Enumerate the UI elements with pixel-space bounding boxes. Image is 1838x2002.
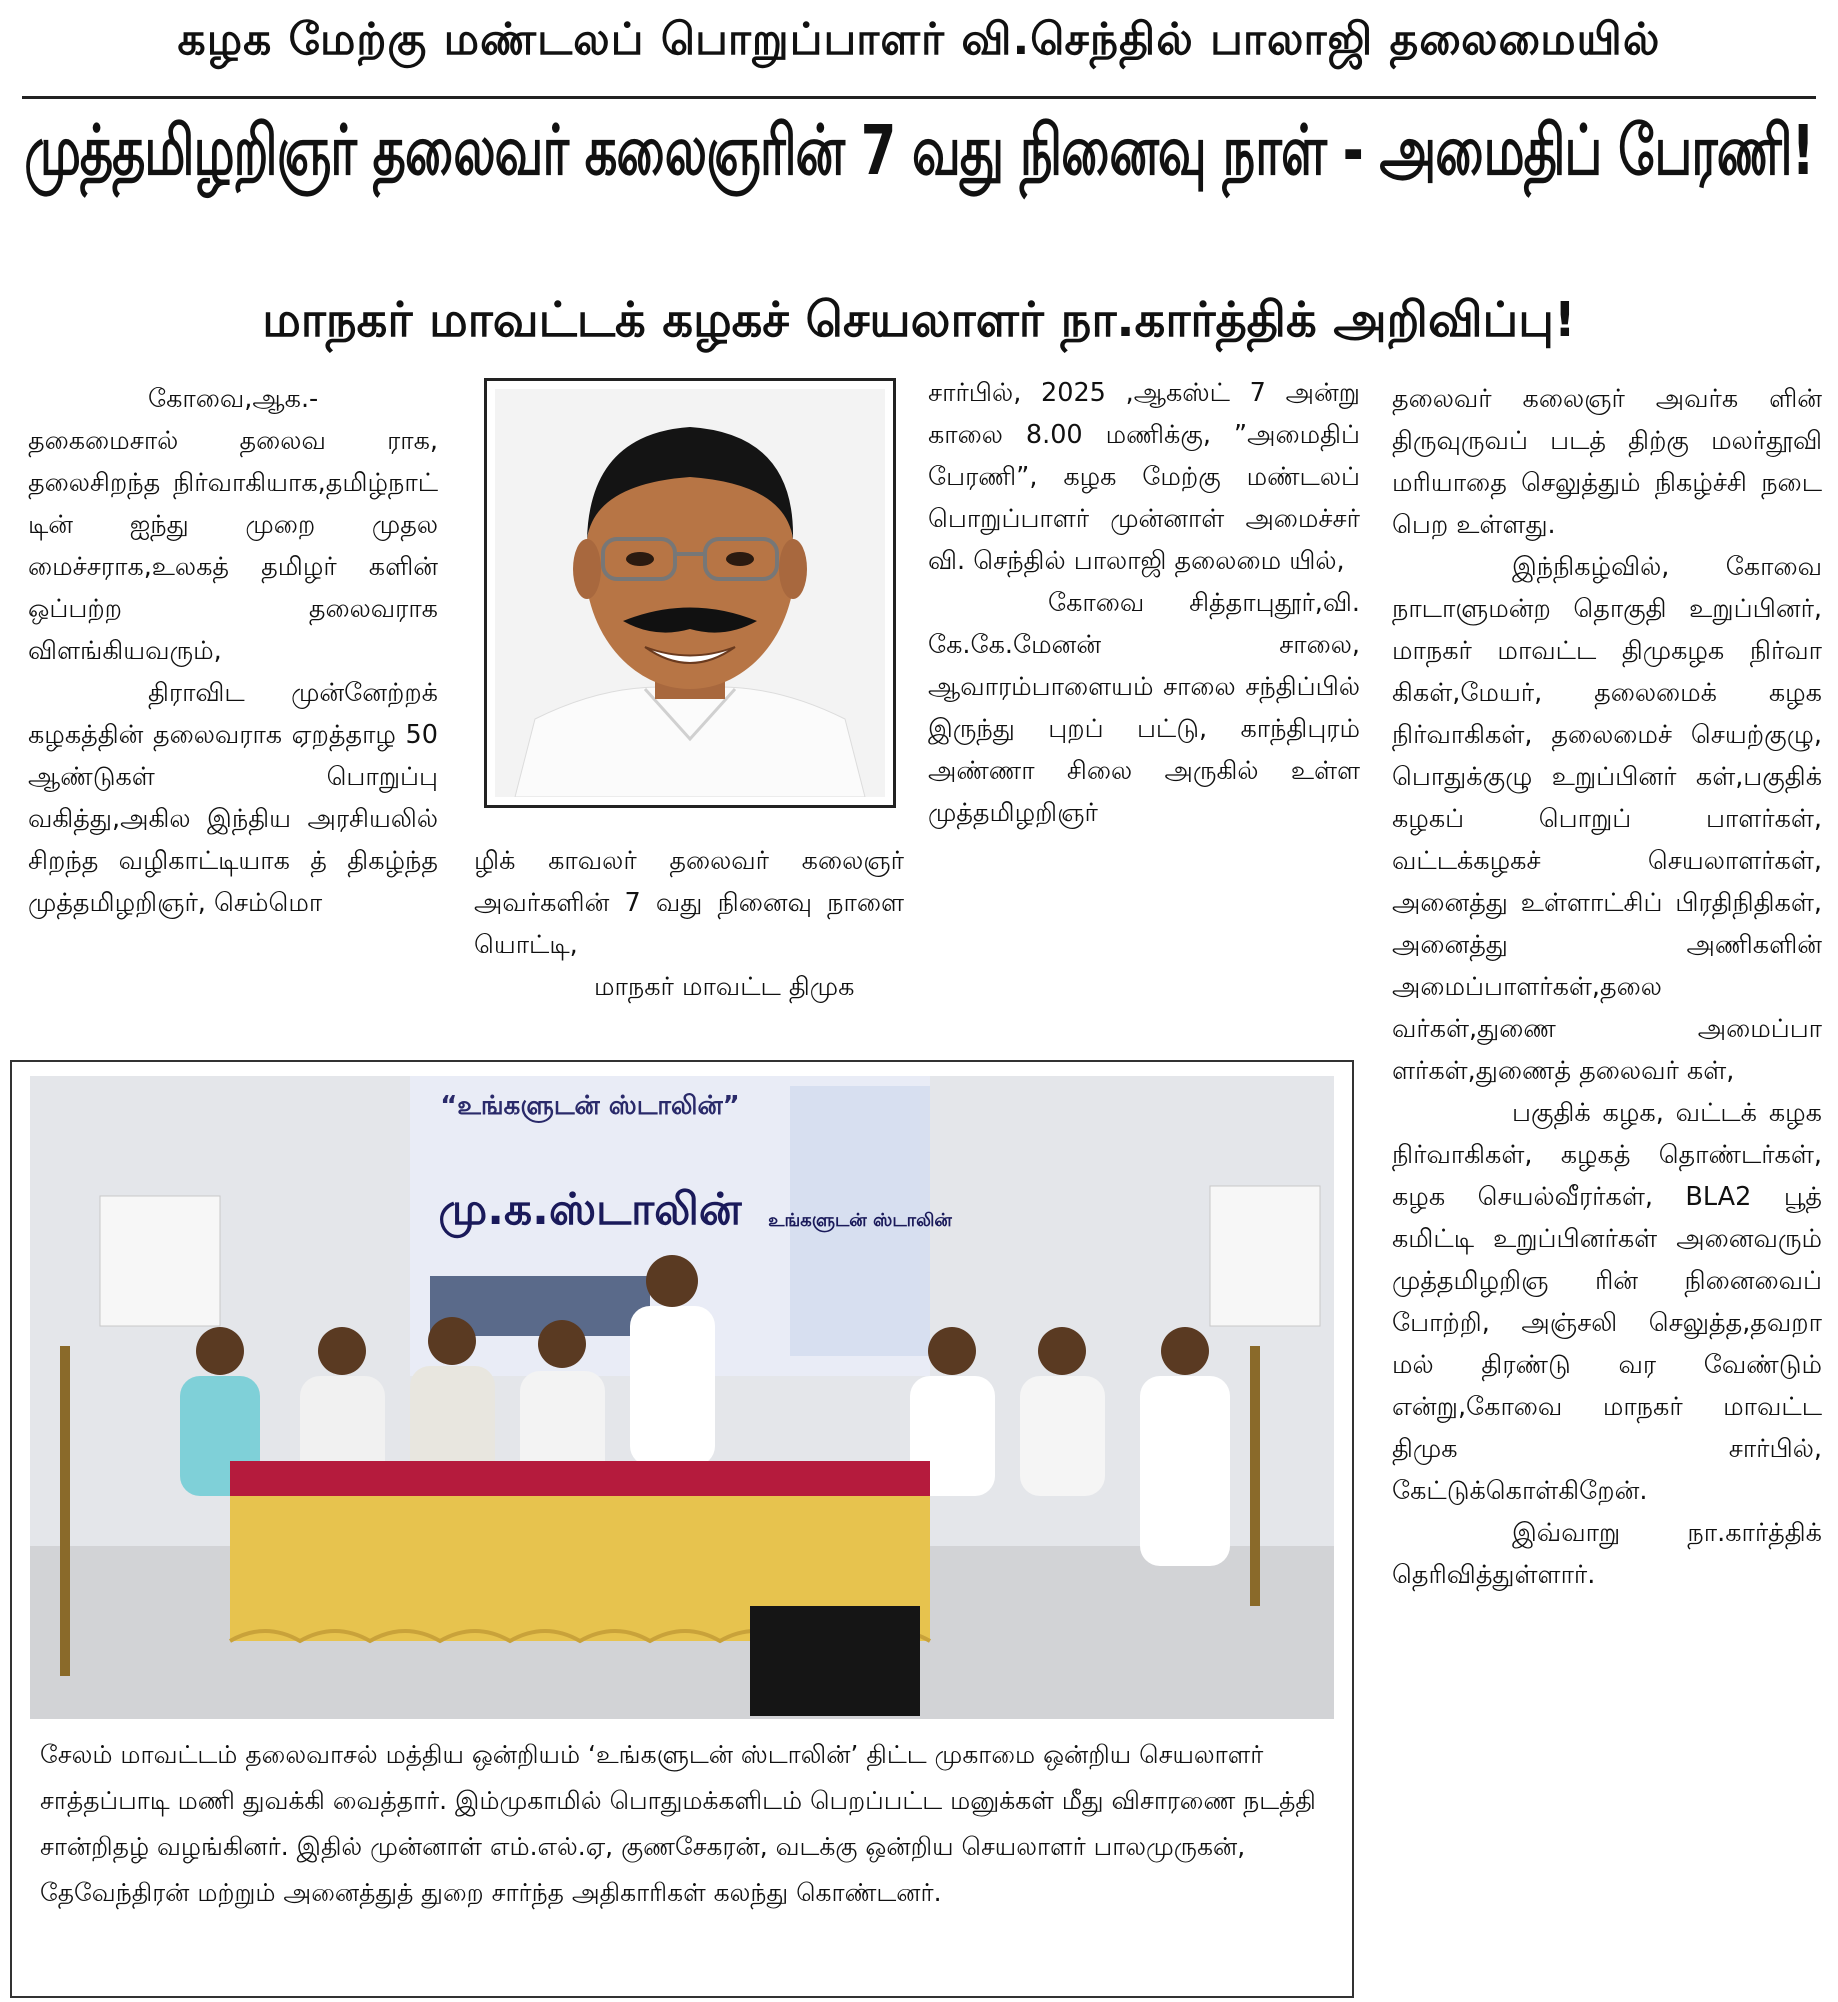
article-column-1 — [28, 378, 438, 924]
paragraph: பகுதிக் கழக, வட்டக் கழக நிர்வாகிகள், கழகத் தொண்டர்கள், கழக செயல்வீரர்கள், BLA2 பூத் கமிட்டி உறுப்பினர்கள் அனைவரும் முத்தமிழறிஞ ரின் நினைவைப் போற்றி, அஞ்சலி செலுத்த,தவறா மல் திரண்டு வர வேண்டும் என்று,கோவை மாநகர் மாவட்ட திமுக சார்பில், கேட்டுக்கொள்கிறேன். — [1392, 1098, 1822, 1506]
banner-side-text: உங்களுடன் ஸ்டாலின் — [768, 1210, 952, 1231]
paragraph: தலைவர் கலைஞர் அவர்க ளின் திருவுருவப் படத் திற்கு மலர்தூவி மரியாதை செலுத்தும் நிகழ்ச்சி நடை பெற உள்ளது. — [1392, 384, 1822, 540]
paragraph: சார்பில், 2025 ,ஆகஸ்ட் 7 அன்று காலை 8.00 மணிக்கு, ”அமைதிப் பேரணி”, கழக மேற்கு மண்டலப் பொறுப்பாளர் முன்னாள் அமைச்சர் வி. செந்தில் பாலாஜி தலைமை யில், — [928, 378, 1360, 576]
main-headline: முத்தமிழறிஞர் தலைவர் கலைஞரின் 7 வது நினைவு நாள் - அமைதிப் பேரணி! — [24, 112, 1814, 192]
article-column-2 — [474, 840, 904, 1008]
paragraph: கோவை,ஆக.- தகைமைசால் தலைவ ராக, தலைசிறந்த நிர்வாகியாக,தமிழ்நாட் டின் ஐந்து முறை முதல மைச்சராக,உலகத் தமிழர் களின் ஒப்பற்ற தலைவராக விளங்கியவரும், — [28, 384, 438, 666]
photo-caption: சேலம் மாவட்டம் தலைவாசல் மத்திய ஒன்றியம் ‘உங்களுடன் ஸ்டாலின்’ திட்ட முகாமை ஒன்றிய செயலாளர் சாத்தப்பாடி மணி துவக்கி வைத்தார். இம்முகாமில் பொதுமக்களிடம் பெறப்பட்ட மனுக்கள் மீது விசாரணை நடத்தி சான்றிதழ் வழங்கினர். இதில் முன்னாள் எம்.எல்.ஏ, குணசேகரன், வடக்கு ஒன்றிய செயலாளர் பாலமுருகன், தேவேந்திரன் மற்றும் அனைத்துத் துறை சார்ந்த அதிகாரிகள் கலந்து கொண்டனர். — [40, 1740, 1316, 1907]
event-photo-frame — [10, 1060, 1354, 1998]
banner-line-1: “உங்களுடன் ஸ்டாலின்” — [440, 1091, 740, 1121]
event-illustration — [30, 1076, 1334, 1719]
paragraph: ழிக் காவலர் தலைவர் கலைஞர் அவர்களின் 7 வது நினைவு நாளை யொட்டி, — [474, 846, 904, 960]
article-column-4 — [1392, 378, 1822, 1596]
subheadline: மாநகர் மாவட்டக் கழகச் செயலாளர் நா.கார்த்திக் அறிவிப்பு! — [262, 292, 1576, 348]
portrait-photo-frame — [484, 378, 896, 808]
article-column-3 — [928, 372, 1360, 834]
kicker-headline: கழக மேற்கு மண்டலப் பொறுப்பாளர் வி.செந்தில் பாலாஜி தலைமையில் — [177, 14, 1661, 65]
paragraph: மாநகர் மாவட்ட திமுக — [594, 972, 855, 1002]
paragraph: இந்நிகழ்வில், கோவை நாடாளுமன்ற தொகுதி உறுப்பினர், மாநகர் மாவட்ட திமுகழக நிர்வா கிகள்,மேயர், தலைமைக் கழக நிர்வாகிகள், தலைமைச் செயற்குழு, பொதுக்குழு உறுப்பினர் கள்,பகுதிக் கழகப் பொறுப் பாளர்கள், வட்டக்கழகச் செயலாளர்கள், அனைத்து உள்ளாட்சிப் பிரதிநிதிகள், அனைத்து அணிகளின் அமைப்பாளர்கள்,தலை வர்கள்,துணை அமைப்பா ளர்கள்,துணைத் தலைவர் கள், — [1392, 552, 1822, 1086]
paragraph: கோவை சித்தாபுதூர்,வி. கே.கே.மேனன் சாலை, ஆவாரம்பாளையம் சாலை சந்திப்பில் இருந்து புறப் பட்டு, காந்திபுரம் அண்ணா சிலை அருகில் உள்ள முத்தமிழறிஞர் — [928, 588, 1360, 828]
banner-line-2: மு.க.ஸ்டாலின் — [438, 1184, 742, 1235]
portrait-photo — [495, 389, 885, 797]
portrait-illustration — [495, 389, 885, 797]
header-divider — [22, 96, 1816, 99]
event-photo — [30, 1076, 1334, 1719]
paragraph: திராவிட முன்னேற்றக் கழகத்தின் தலைவராக ஏறத்தாழ 50 ஆண்டுகள் பொறுப்பு வகித்து,அகில இந்திய அரசியலில் சிறந்த வழிகாட்டியாக த் திகழ்ந்த முத்தமிழறிஞர், செம்மொ — [28, 678, 438, 918]
paragraph: இவ்வாறு நா.கார்த்திக் தெரிவித்துள்ளார். — [1392, 1518, 1822, 1590]
